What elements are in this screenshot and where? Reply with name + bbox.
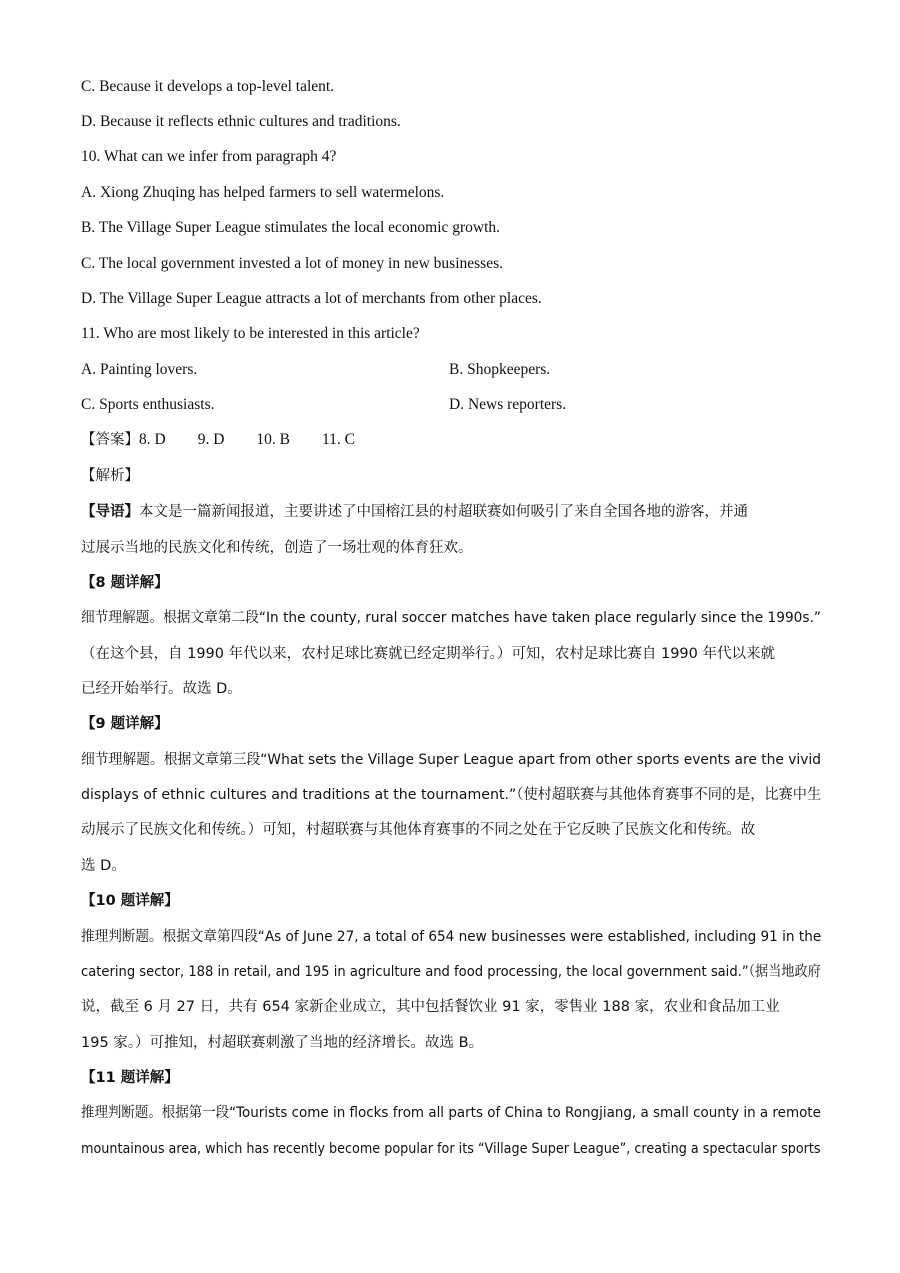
intro-line-2: 过展示当地的民族文化和传统，创造了一场壮观的体育狂欢。 <box>81 540 473 556</box>
intro-text-1: 本文是一篇新闻报道，主要讲述了中国榕江县的村超联赛如何吸引了来自全国各地的游客，并通 <box>139 504 748 520</box>
answer-10: 10. B <box>256 431 290 448</box>
answer-11: 11. C <box>322 431 356 448</box>
d9-line-2: displays of ethnic cultures and traditions at the tournament.”（使村超联赛与其他体育赛事不同的是，比赛中生 <box>81 787 822 803</box>
d8-heading: 【8 题详解】 <box>81 575 169 591</box>
intro-label: 【导语】 <box>81 504 139 520</box>
d9-line-4: 选 D。 <box>81 858 126 874</box>
q10-option-d: D. The Village Super League attracts a lot of merchants from other places. <box>81 290 542 307</box>
answer-8: 8. D <box>139 431 166 448</box>
d10-line-2: catering sector, 188 in retail, and 195 in agriculture and food processing, the local government said.”（据当地政府 <box>81 964 821 980</box>
d8-line-2: （在这个县，自 1990 年代以来，农村足球比赛就已经定期举行。）可知，农村足球比赛自 1990 年代以来就 <box>81 646 775 662</box>
d11-heading: 【11 题详解】 <box>81 1070 179 1086</box>
analysis-label: 【解析】 <box>81 468 139 484</box>
d9-line-3: 动展示了民族文化和传统。）可知，村超联赛与其他体育赛事的不同之处在于它反映了民族文化和传统。故 <box>81 822 756 838</box>
answer-line <box>81 430 821 450</box>
answer-label: 【答案】 <box>81 432 139 448</box>
d10-line-3: 说，截至 6 月 27 日，共有 654 家新企业成立，其中包括餐饮业 91 家，零售业 188 家，农业和食品加工业 <box>81 999 780 1015</box>
q10-option-a: A. Xiong Zhuqing has helped farmers to sell watermelons. <box>81 184 445 201</box>
d11-line-1: 推理判断题。根据第一段“Tourists come in flocks from all parts of China to Rongjiang, a small county in a remote <box>81 1105 821 1121</box>
d9-heading: 【9 题详解】 <box>81 716 169 732</box>
q11-option-a: A. Painting lovers. <box>81 361 198 378</box>
d9-line-1: 细节理解题。根据文章第三段“What sets the Village Super League apart from other sports events are the vivid <box>81 752 822 768</box>
d8-line-3: 已经开始举行。故选 D。 <box>81 681 242 697</box>
q11-option-c: C. Sports enthusiasts. <box>81 396 215 413</box>
answer-9: 9. D <box>197 431 225 448</box>
d10-line-4: 195 家。）可推知，村超联赛刺激了当地的经济增长。故选 B。 <box>81 1035 484 1051</box>
q10-option-c: C. The local government invested a lot of money in new businesses. <box>81 255 504 272</box>
d8-line-1: 细节理解题。根据文章第二段“In the county, rural soccer matches have taken place regularly since the 1990s.” <box>81 610 821 626</box>
d10-line-1: 推理判断题。根据文章第四段“As of June 27, a total of 654 new businesses were established, including 91 in the <box>81 929 822 945</box>
q11-option-b: B. Shopkeepers. <box>449 361 551 378</box>
d10-heading: 【10 题详解】 <box>81 893 179 909</box>
q9-option-c: C. Because it develops a top-level talent. <box>81 78 335 95</box>
q10-option-b: B. The Village Super League stimulates the local economic growth. <box>81 219 501 236</box>
q11-option-d: D. News reporters. <box>449 396 567 413</box>
q9-option-d: D. Because it reflects ethnic cultures and traditions. <box>81 113 401 130</box>
d11-line-2: mountainous area, which has recently become popular for its “Village Super League”, creating a spectacular sports <box>81 1141 821 1157</box>
q11-stem: 11. Who are most likely to be interested in this article? <box>81 325 420 342</box>
intro-line-1 <box>81 502 821 522</box>
q10-stem: 10. What can we infer from paragraph 4? <box>81 148 337 165</box>
